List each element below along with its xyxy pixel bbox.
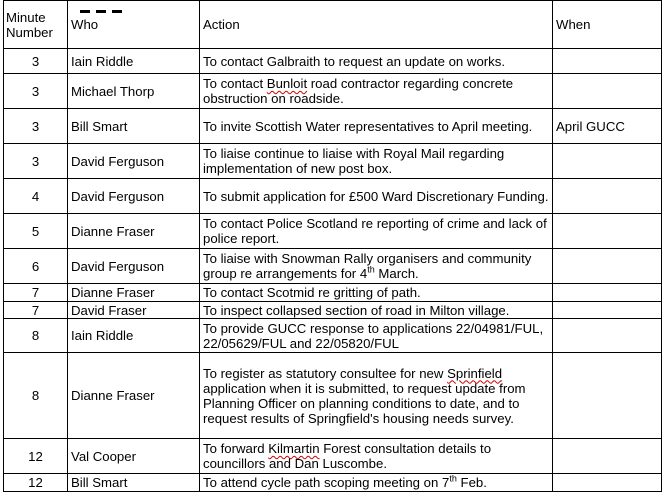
when-cell xyxy=(553,249,662,284)
when-cell xyxy=(553,49,662,74)
header-minute-number: Minute Number xyxy=(4,1,68,49)
action-cell xyxy=(200,74,553,109)
action-text: March. xyxy=(374,266,419,281)
who-cell: David Fraser xyxy=(68,302,200,319)
who-cell: Bill Smart xyxy=(68,474,200,492)
action-text: To contact xyxy=(203,76,267,91)
misspelled-word: Bunloit xyxy=(266,76,308,91)
who-cell: David Ferguson xyxy=(68,249,200,284)
minute-cell: 7 xyxy=(4,284,68,302)
action-text: application when it is submitted, to request update from Planning Officer on planning conditions to date, and to request results of Springfield's housing needs survey. xyxy=(203,380,526,426)
misspelled-word: Kilmartin xyxy=(268,441,320,456)
minute-cell: 3 xyxy=(4,49,68,74)
action-cell: To invite Scottish Water representatives to April meeting. xyxy=(200,109,553,144)
table-row xyxy=(4,302,662,319)
action-cell: To submit application for £500 Ward Discretionary Funding. xyxy=(200,179,553,214)
table-row xyxy=(4,144,662,179)
action-text: To forward xyxy=(203,441,269,456)
who-cell: Dianne Fraser xyxy=(68,353,200,439)
minute-cell: 5 xyxy=(4,214,68,249)
when-cell xyxy=(553,474,662,492)
table-row xyxy=(4,49,662,74)
when-cell xyxy=(553,74,662,109)
action-cell: To provide GUCC response to applications 22/04981/FUL, 22/05629/FUL and 22/05820/FUL xyxy=(200,319,553,353)
when-cell xyxy=(553,144,662,179)
when-cell xyxy=(553,179,662,214)
action-cell xyxy=(200,439,553,474)
action-cell xyxy=(200,353,553,439)
header-who: Who xyxy=(68,1,200,49)
header-action: Action xyxy=(200,1,553,49)
who-cell: Dianne Fraser xyxy=(68,284,200,302)
table-row xyxy=(4,109,662,144)
action-text: Feb. xyxy=(456,475,487,490)
when-cell: April GUCC xyxy=(553,109,662,144)
action-cell xyxy=(200,474,553,492)
action-text: road contractor regarding concrete obstruction on roadside. xyxy=(203,76,514,106)
action-text: To register as statutory consultee for new xyxy=(203,365,448,381)
ordinal-suffix: th xyxy=(367,264,375,275)
who-cell: Dianne Fraser xyxy=(68,214,200,249)
minute-cell: 3 xyxy=(4,109,68,144)
minute-cell: 7 xyxy=(4,302,68,319)
table-row xyxy=(4,439,662,474)
minute-cell: 12 xyxy=(4,474,68,492)
minute-cell: 6 xyxy=(4,249,68,284)
action-text: To attend cycle path scoping meeting on 7 xyxy=(203,475,450,490)
when-cell xyxy=(553,353,662,439)
who-cell: David Ferguson xyxy=(68,144,200,179)
table-row xyxy=(4,249,662,284)
action-cell: To contact Scotmid re gritting of path. xyxy=(200,284,553,302)
table-row xyxy=(4,74,662,109)
table-row xyxy=(4,474,662,492)
when-cell xyxy=(553,319,662,353)
table-row xyxy=(4,284,662,302)
misspelled-word: Sprinfield xyxy=(447,365,503,381)
table-row xyxy=(4,179,662,214)
action-cell: To inspect collapsed section of road in Milton village. xyxy=(200,302,553,319)
who-cell: Bill Smart xyxy=(68,109,200,144)
when-cell xyxy=(553,439,662,474)
ordinal-suffix: th xyxy=(449,473,457,484)
table-row xyxy=(4,214,662,249)
who-cell: David Ferguson xyxy=(68,179,200,214)
who-cell: Iain Riddle xyxy=(68,49,200,74)
action-points-table xyxy=(3,0,662,492)
who-cell: Iain Riddle xyxy=(68,319,200,353)
minute-cell: 8 xyxy=(4,319,68,353)
minute-cell: 4 xyxy=(4,179,68,214)
action-cell: To liaise continue to liaise with Royal Mail regarding implementation of new post box. xyxy=(200,144,553,179)
when-cell xyxy=(553,302,662,319)
minute-cell: 12 xyxy=(4,439,68,474)
when-cell xyxy=(553,284,662,302)
minute-cell: 8 xyxy=(4,353,68,439)
table-header-row xyxy=(4,1,662,49)
action-cell: To contact Galbraith to request an update on works. xyxy=(200,49,553,74)
table-row xyxy=(4,319,662,353)
who-cell: Val Cooper xyxy=(68,439,200,474)
minute-cell: 3 xyxy=(4,144,68,179)
action-cell xyxy=(200,249,553,284)
action-cell: To contact Police Scotland re reporting of crime and lack of police report. xyxy=(200,214,553,249)
action-text: To liaise with Snowman Rally organisers and community group re arrangements for 4 xyxy=(203,251,532,281)
action-table-wrapper xyxy=(3,0,662,492)
when-cell xyxy=(553,214,662,249)
minute-cell: 3 xyxy=(4,74,68,109)
who-cell: Michael Thorp xyxy=(68,74,200,109)
action-text: Forest consultation details to councillors and Dan Luscombe. xyxy=(203,441,492,471)
header-when: When xyxy=(553,1,662,49)
table-row xyxy=(4,353,662,439)
